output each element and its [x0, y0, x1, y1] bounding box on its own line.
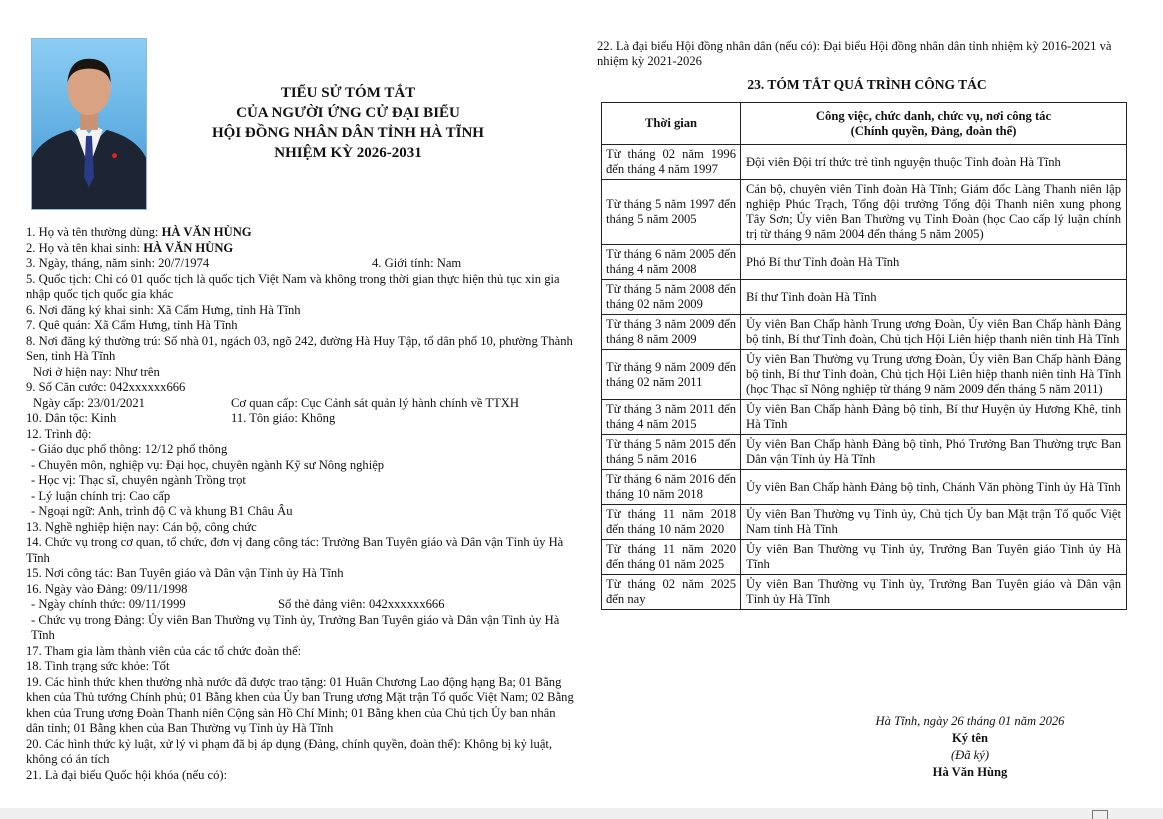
bio-education-political: - Lý luận chính trị: Cao cấp	[31, 488, 171, 503]
row-description: Đội viên Đội trí thức trẻ tình nguyện thuộc Tỉnh đoàn Hà Tĩnh	[741, 145, 1127, 180]
table-row	[602, 540, 1127, 575]
bio-ethnicity-religion	[26, 411, 574, 427]
table-row	[602, 350, 1127, 400]
row-description: Cán bộ, chuyên viên Tỉnh đoàn Hà Tĩnh; Giám đốc Làng Thanh niên lập nghiệp Phúc Trạch, Tổng đội trưởng Tổng đội Thanh niên xung phong Tây Sơn; Ủy viên Ban Thường vụ Tỉnh Đoàn (học Cao cấp lý luận chính trị từ tháng 9 năm 2004 đến tháng 5 năm 2005)	[741, 180, 1127, 245]
bio-position: 14. Chức vụ trong cơ quan, tổ chức, đơn vị đang công tác: Trưởng Ban Tuyên giáo và Dân vận Tỉnh ủy Hà Tĩnh	[26, 535, 564, 565]
signature-name: Hà Văn Hùng	[932, 765, 1008, 779]
page-corner-icon[interactable]	[1092, 810, 1108, 819]
right-column	[597, 39, 1137, 610]
bio-party-position: - Chức vụ trong Đảng: Ủy viên Ban Thường vụ Tỉnh ủy, Trưởng Ban Tuyên giáo và Dân vận Tỉnh ủy Hà Tĩnh	[31, 612, 560, 642]
row-time: Từ tháng 9 năm 2009 đến tháng 02 năm 2011	[602, 350, 741, 400]
title-line-3: HỘI ĐỒNG NHÂN DÂN TỈNH HÀ TĨNH	[212, 125, 484, 141]
bio-education-language: - Ngoại ngữ: Anh, trình độ C và khung B1 Châu Âu	[31, 504, 293, 518]
row-description: Ủy viên Ban Thường vụ Tỉnh ủy, Trưởng Ban Tuyên giáo Tỉnh ủy Hà Tĩnh	[741, 540, 1127, 575]
row-description: Bí thư Tỉnh đoàn Hà Tĩnh	[741, 280, 1127, 315]
bio-workplace: 15. Nơi công tác: Ban Tuyên giáo và Dân vận Tỉnh ủy Hà Tĩnh	[26, 566, 344, 580]
bio-gender: 4. Giới tính: Nam	[372, 256, 462, 270]
bio-occupation: 13. Nghề nghiệp hiện nay: Cán bộ, công chức	[26, 519, 257, 534]
bio-national-assembly: 21. Là đại biểu Quốc hội khóa (nếu có):	[26, 767, 228, 782]
bio-awards: 19. Các hình thức khen thưởng nhà nước đã được trao tặng: 01 Huân Chương Lao động hạng Ba; 01 Bằng khen của Thủ tướng Chính phủ; 01 Bằng khen của Ủy ban Trung ương Mặt trận Tổ quốc Việt Nam; 02 Bằng khen của Trung ương Đoàn Thanh niên Cộng sản Hồ Chí Minh; 01 Bằng khen của Chủ tịch Ủy ban nhân dân tỉnh; 01 Bằng khen của Ban Thường vụ Tỉnh ủy Hà Tĩnh	[26, 674, 574, 735]
table-row	[602, 145, 1127, 180]
table-row	[602, 575, 1127, 610]
table-row	[602, 180, 1127, 245]
row-description: Ủy viên Ban Chấp hành Đảng bộ tỉnh, Bí thư Huyện ủy Hương Khê, tỉnh Hà Tĩnh	[741, 400, 1127, 435]
row-description: Ủy viên Ban Thường vụ Trung ương Đoàn, Ủy viên Ban Chấp hành Đảng bộ tỉnh, Bí thư Tỉnh đoàn, Chủ tịch Hội Liên hiệp thanh niên tỉnh Hà Tĩnh (học Thạc sĩ Nông nghiệp từ tháng 9 năm 2009 đến tháng 5 năm 2011)	[741, 350, 1127, 400]
bio-party-card: Số thẻ đảng viên: 042xxxxxx666	[278, 597, 445, 611]
bio-organizations: 17. Tham gia làm thành viên của các tổ chức đoàn thể:	[26, 643, 302, 658]
signature-block	[820, 713, 1120, 781]
table-row	[602, 470, 1127, 505]
row-time: Từ tháng 5 năm 2008 đến tháng 02 năm 2009	[602, 280, 741, 315]
bio-birth-registration: 6. Nơi đăng ký khai sinh: Xã Cẩm Hưng, tỉnh Hà Tĩnh	[26, 302, 301, 317]
bio-religion: 11. Tôn giáo: Không	[231, 411, 336, 425]
bio-education-general: - Giáo dục phổ thông: 12/12 phổ thông	[31, 442, 228, 456]
bio-id-number: 9. Số Căn cước: 042xxxxxx666	[26, 380, 186, 394]
row-time: Từ tháng 02 năm 1996 đến tháng 4 năm 1997	[602, 145, 741, 180]
title-line-2: CỦA NGƯỜI ỨNG CỬ ĐẠI BIỂU	[236, 105, 460, 121]
table-row	[602, 435, 1127, 470]
title-line-1: TIỂU SỬ TÓM TẮT	[280, 85, 416, 101]
signature-place-date: Hà Tĩnh, ngày 26 tháng 01 năm 2026	[875, 714, 1065, 728]
work-history-title: 23. TÓM TẮT QUÁ TRÌNH CÔNG TÁC	[747, 77, 987, 92]
table-row	[602, 400, 1127, 435]
bio-party-join-date: 16. Ngày vào Đảng: 09/11/1998	[26, 581, 188, 596]
table-row	[602, 315, 1127, 350]
bio-id-issue-date: Ngày cấp: 23/01/2021	[33, 395, 145, 410]
bio-education-degree: - Học vị: Thạc sĩ, chuyên ngành Trồng trọt	[31, 473, 246, 487]
bio-nationality: 5. Quốc tịch: Chỉ có 01 quốc tịch là quốc tịch Việt Nam và không trong thời gian thực hiện thủ tục xin gia nhập quốc tịch quốc gia khác	[26, 271, 560, 301]
row-time: Từ tháng 6 năm 2005 đến tháng 4 năm 2008	[602, 245, 741, 280]
bio-dob: 3. Ngày, tháng, năm sinh: 20/7/1974	[26, 256, 210, 270]
common-name-value: HÀ VĂN HÙNG	[161, 225, 252, 239]
table-row	[602, 280, 1127, 315]
row-time: Từ tháng 11 năm 2020 đến tháng 01 năm 2025	[602, 540, 741, 575]
viewer-bottom-strip	[0, 808, 1163, 819]
bio-education-heading: 12. Trình độ:	[26, 426, 92, 441]
bio-ethnicity: 10. Dân tộc: Kinh	[26, 411, 117, 425]
work-history-table	[601, 102, 1127, 610]
bio-party-official-date: - Ngày chính thức: 09/11/1999	[31, 597, 186, 611]
bio-birth-name: 2. Họ và tên khai sinh: HÀ VĂN HÙNG	[26, 240, 234, 255]
bio-party-official	[26, 597, 574, 613]
row-description: Phó Bí thư Tỉnh đoàn Hà Tĩnh	[741, 245, 1127, 280]
row-description: Ủy viên Ban Chấp hành Trung ương Đoàn, Ủy viên Ban Chấp hành Đảng bộ tỉnh, Bí thư Tỉnh đoàn, Chủ tịch Hội Liên hiệp thanh niên tỉnh Hà Tĩnh	[741, 315, 1127, 350]
birth-name-value: HÀ VĂN HÙNG	[143, 240, 234, 255]
bio-section	[26, 225, 574, 783]
bio-id-issuer: Cơ quan cấp: Cục Cảnh sát quản lý hành chính về TTXH	[231, 395, 519, 410]
document-title	[188, 83, 508, 163]
portrait-image-icon	[32, 39, 146, 209]
row-time: Từ tháng 11 năm 2018 đến tháng 10 năm 2020	[602, 505, 741, 540]
signature-label: Ký tên	[951, 731, 989, 745]
row-description: Ủy viên Ban Thường vụ Tỉnh ủy, Trưởng Ban Tuyên giáo và Dân vận Tỉnh ủy Hà Tĩnh	[741, 575, 1127, 610]
bio-health: 18. Tình trạng sức khỏe: Tốt	[26, 659, 170, 673]
row-time: Từ tháng 3 năm 2011 đến tháng 4 năm 2015	[602, 400, 741, 435]
bio-hometown: 7. Quê quán: Xã Cẩm Hưng, tỉnh Hà Tĩnh	[26, 318, 238, 332]
bio-residence: 8. Nơi đăng ký thường trú: Số nhà 01, ngách 03, ngõ 242, đường Hà Huy Tập, tổ dân phố 10, phường Thành Sen, tỉnh Hà Tĩnh	[26, 333, 573, 363]
row-description: Ủy viên Ban Thường vụ Tỉnh ủy, Chủ tịch Ủy ban Mặt trận Tổ quốc Việt Nam tỉnh Hà Tĩnh	[741, 505, 1127, 540]
row-time: Từ tháng 6 năm 2016 đến tháng 10 năm 2018	[602, 470, 741, 505]
table-row	[602, 505, 1127, 540]
table-header-description: Công việc, chức danh, chức vụ, nơi công tác (Chính quyền, Đảng, đoàn thể)	[741, 103, 1127, 145]
bio-id-issue	[26, 396, 574, 412]
bio-current-address: Nơi ở hiện nay: Như trên	[33, 364, 160, 379]
portrait-photo	[31, 38, 147, 210]
table-header-time: Thời gian	[602, 103, 741, 145]
table-header-row	[602, 103, 1127, 145]
bio-education-major: - Chuyên môn, nghiệp vụ: Đại học, chuyên ngành Kỹ sư Nông nghiệp	[31, 457, 385, 472]
table-row	[602, 245, 1127, 280]
bio-council-membership: 22. Là đại biểu Hội đồng nhân dân (nếu có): Đại biểu Hội đồng nhân dân tỉnh nhiệm kỳ 2016-2021 và nhiệm kỳ 2021-2026	[597, 39, 1112, 68]
row-time: Từ tháng 3 năm 2009 đến tháng 8 năm 2009	[602, 315, 741, 350]
bio-discipline: 20. Các hình thức kỷ luật, xử lý vi phạm đã bị áp dụng (Đảng, chính quyền, đoàn thể): Không bị kỷ luật, không có án tích	[26, 736, 553, 766]
row-description: Ủy viên Ban Chấp hành Đảng bộ tỉnh, Chánh Văn phòng Tỉnh ủy Hà Tĩnh	[741, 470, 1127, 505]
signature-signed-note: (Đã ký)	[950, 748, 990, 762]
bio-dob-gender	[26, 256, 574, 272]
title-line-4: NHIỆM KỲ 2026-2031	[274, 145, 422, 161]
row-description: Ủy viên Ban Chấp hành Đảng bộ tỉnh, Phó Trưởng Ban Thường trực Ban Dân vận Tỉnh ủy Hà Tĩnh	[741, 435, 1127, 470]
bio-common-name: 1. Họ và tên thường dùng: HÀ VĂN HÙNG	[26, 225, 252, 239]
row-time: Từ tháng 02 năm 2025 đến nay	[602, 575, 741, 610]
row-time: Từ tháng 5 năm 1997 đến tháng 5 năm 2005	[602, 180, 741, 245]
row-time: Từ tháng 5 năm 2015 đến tháng 5 năm 2016	[602, 435, 741, 470]
